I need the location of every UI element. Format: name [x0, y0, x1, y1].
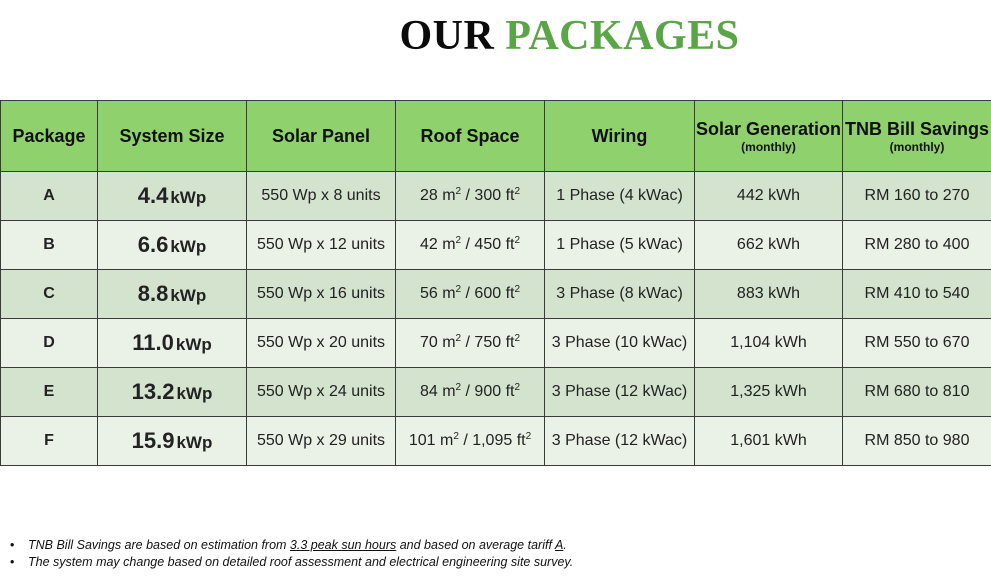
package-cell: B	[1, 221, 98, 270]
footnote-text-mid: and based on average tariff	[396, 538, 555, 552]
bullet-icon: •	[10, 555, 15, 569]
superscript: 2	[455, 186, 462, 197]
savings-cell: RM 160 to 270	[843, 172, 991, 221]
table-row	[1, 319, 991, 368]
roof-space-cell	[396, 417, 545, 466]
roof-space-m: 84 m	[419, 383, 456, 400]
superscript: 2	[514, 333, 521, 344]
solar-panel-cell: 550 Wp x 12 units	[247, 221, 396, 270]
roof-space-ft: / 1,095 ft	[458, 432, 526, 449]
tariff-text: A	[554, 538, 564, 552]
table-row	[1, 221, 991, 270]
bullet-icon: •	[10, 538, 15, 552]
column-header	[98, 101, 247, 172]
solar-panel-cell: 550 Wp x 16 units	[247, 270, 396, 319]
roof-space-m: 42 m	[419, 236, 456, 253]
package-cell: E	[1, 368, 98, 417]
roof-space-cell	[396, 221, 545, 270]
table-row	[1, 417, 991, 466]
system-size-value: 15.9	[131, 428, 175, 453]
wiring-cell: 1 Phase (5 kWac)	[545, 221, 695, 270]
column-header-label: System Size	[119, 125, 225, 146]
system-size-unit: kWp	[175, 335, 212, 354]
roof-space-cell	[396, 319, 545, 368]
solar-panel-cell: 550 Wp x 20 units	[247, 319, 396, 368]
generation-cell: 883 kWh	[695, 270, 843, 319]
title-part-packages: PACKAGES	[505, 13, 740, 59]
superscript: 2	[514, 235, 521, 246]
footnote-text: The system may change based on detailed roof assessment and electrical engineering site survey.	[28, 555, 574, 569]
column-header-label: Solar Generation	[695, 118, 842, 139]
column-header-sub: (monthly)	[741, 139, 796, 154]
system-size-unit: kWp	[170, 286, 207, 305]
package-cell: F	[1, 417, 98, 466]
generation-cell: 1,325 kWh	[695, 368, 843, 417]
package-cell: A	[1, 172, 98, 221]
generation-cell: 442 kWh	[695, 172, 843, 221]
system-size-value: 13.2	[131, 379, 175, 404]
system-size-value: 6.6	[137, 232, 169, 257]
roof-space-m: 70 m	[419, 334, 456, 351]
system-size-value: 4.4	[137, 183, 169, 208]
footnotes	[10, 537, 573, 571]
solar-panel-cell: 550 Wp x 29 units	[247, 417, 396, 466]
packages-table	[0, 100, 991, 466]
system-size-unit: kWp	[170, 188, 207, 207]
roof-space-cell	[396, 368, 545, 417]
page-title	[0, 12, 991, 60]
table-row	[1, 270, 991, 319]
column-header-label: TNB Bill Savings	[844, 118, 990, 139]
generation-cell: 662 kWh	[695, 221, 843, 270]
savings-cell: RM 850 to 980	[843, 417, 991, 466]
column-header-label: Roof Space	[420, 125, 520, 146]
column-header-label: Wiring	[591, 125, 648, 146]
roof-space-m: 101 m	[408, 432, 454, 449]
savings-cell: RM 280 to 400	[843, 221, 991, 270]
superscript: 2	[514, 382, 521, 393]
footnote-item	[10, 554, 573, 571]
solar-panel-cell: 550 Wp x 24 units	[247, 368, 396, 417]
superscript: 2	[525, 431, 532, 442]
superscript: 2	[514, 284, 521, 295]
wiring-cell: 3 Phase (12 kWac)	[545, 417, 695, 466]
wiring-cell: 3 Phase (10 kWac)	[545, 319, 695, 368]
column-header	[843, 101, 991, 172]
column-header	[545, 101, 695, 172]
footnote-text-post: .	[563, 538, 567, 552]
system-size-cell	[98, 417, 247, 466]
superscript: 2	[455, 333, 462, 344]
wiring-cell: 3 Phase (8 kWac)	[545, 270, 695, 319]
system-size-unit: kWp	[170, 237, 207, 256]
system-size-value: 11.0	[132, 330, 174, 355]
system-size-cell	[98, 270, 247, 319]
roof-space-ft: / 600 ft	[461, 285, 515, 302]
savings-cell: RM 550 to 670	[843, 319, 991, 368]
wiring-cell: 1 Phase (4 kWac)	[545, 172, 695, 221]
column-header-label: Package	[12, 125, 86, 146]
savings-cell: RM 410 to 540	[843, 270, 991, 319]
column-header-sub: (monthly)	[889, 139, 945, 154]
generation-cell: 1,104 kWh	[695, 319, 843, 368]
system-size-cell	[98, 172, 247, 221]
system-size-unit: kWp	[176, 433, 213, 452]
system-size-value: 8.8	[137, 281, 169, 306]
footnote-text-pre: TNB Bill Savings are based on estimation from	[28, 538, 290, 552]
column-header	[396, 101, 545, 172]
column-header	[695, 101, 843, 172]
roof-space-m: 28 m	[419, 187, 456, 204]
package-cell: C	[1, 270, 98, 319]
system-size-cell	[98, 221, 247, 270]
solar-panel-cell: 550 Wp x 8 units	[247, 172, 396, 221]
column-header	[1, 101, 98, 172]
peak-sun-hours-text: 3.3 peak sun hours	[289, 538, 397, 552]
table-body	[1, 172, 991, 466]
package-cell: D	[1, 319, 98, 368]
system-size-unit: kWp	[176, 384, 213, 403]
savings-cell: RM 680 to 810	[843, 368, 991, 417]
superscript: 2	[453, 431, 459, 442]
roof-space-m: 56 m	[419, 285, 456, 302]
column-header-label: Solar Panel	[271, 125, 371, 146]
superscript: 2	[514, 186, 521, 197]
table-row	[1, 172, 991, 221]
footnote-item	[10, 537, 573, 554]
system-size-cell	[98, 368, 247, 417]
roof-space-ft: / 450 ft	[461, 236, 515, 253]
roof-space-cell	[396, 270, 545, 319]
superscript: 2	[455, 235, 462, 246]
roof-space-cell	[396, 172, 545, 221]
superscript: 2	[455, 284, 462, 295]
column-header	[247, 101, 396, 172]
table-header-row	[1, 101, 991, 172]
superscript: 2	[455, 382, 462, 393]
system-size-cell	[98, 319, 247, 368]
wiring-cell: 3 Phase (12 kWac)	[545, 368, 695, 417]
generation-cell: 1,601 kWh	[695, 417, 843, 466]
title-part-our: OUR	[399, 13, 495, 59]
roof-space-ft: / 900 ft	[461, 383, 515, 400]
table-row	[1, 368, 991, 417]
roof-space-ft: / 300 ft	[461, 187, 515, 204]
roof-space-ft: / 750 ft	[461, 334, 515, 351]
